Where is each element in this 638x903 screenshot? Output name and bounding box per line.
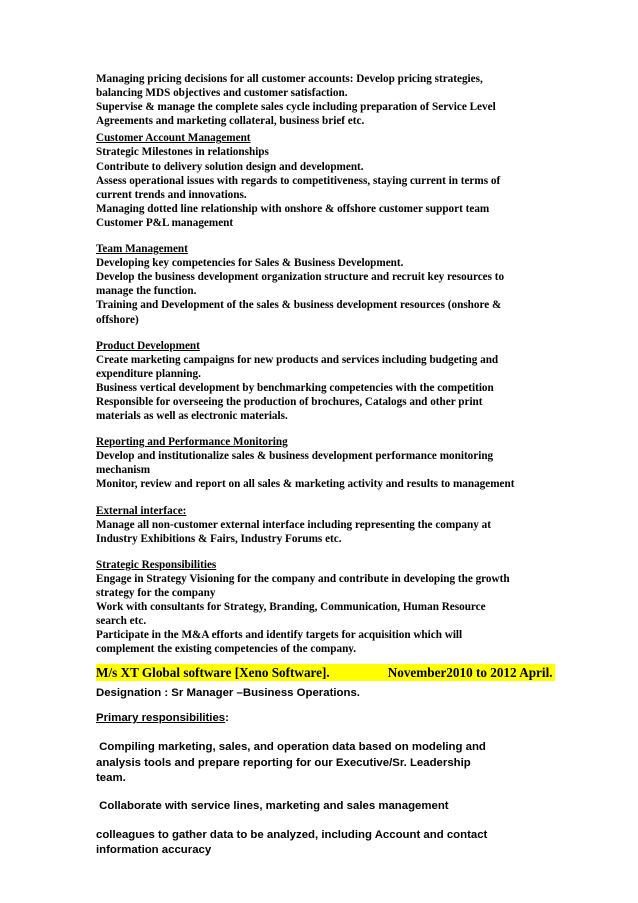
company-name: M/s XT Global software [Xeno Software]. [96, 665, 330, 681]
responsibility-paragraph-3 [96, 828, 556, 859]
paragraph-line: colleagues to gather data to be analyzed, including Account and contact [96, 828, 488, 841]
paragraph-line: Compiling marketing, sales, and operation data based on modeling and [96, 741, 486, 754]
section-line: Engage in Strategy Visioning for the company and contribute in developing the growth [96, 572, 510, 585]
section-heading: Reporting and Performance Monitoring [96, 436, 288, 449]
section-heading: Strategic Responsibilities [96, 558, 217, 571]
section-reporting-performance-monitoring [96, 435, 556, 491]
designation: Designation : Sr Manager –Business Operations. [96, 687, 360, 700]
section-line: Work with consultants for Strategy, Branding, Communication, Human Resource [96, 601, 486, 614]
section-line: Customer P&L management [96, 216, 234, 229]
company-heading [96, 664, 555, 681]
section-line: Industry Exhibitions & Fairs, Industry Forums etc. [96, 532, 342, 545]
intro-block [96, 72, 556, 128]
section-external-interface [96, 504, 556, 546]
section-line: strategy for the company [96, 587, 216, 599]
section-heading: Product Development [96, 339, 200, 352]
section-product-development [96, 339, 556, 424]
section-line: Develop and institutionalize sales & business development performance monitoring [96, 450, 494, 463]
section-line: manage the function. [96, 285, 197, 298]
section-line: Participate in the M&A efforts and identify targets for acquisition which will [96, 629, 463, 642]
section-strategic-responsibilities [96, 558, 556, 657]
paragraph-line: analysis tools and prepare reporting for our Executive/Sr. Leadership [96, 756, 471, 769]
section-heading: Customer Account Management [96, 132, 251, 145]
section-line: Create marketing campaigns for new products and services including budgeting and [96, 353, 499, 366]
section-line: Responsible for overseeing the production of brochures, Catalogs and other print [96, 395, 483, 408]
section-heading: External interface: [96, 504, 187, 517]
intro-line: Supervise & manage the complete sales cycle including preparation of Service Level [96, 101, 496, 114]
section-line: mechanism [96, 464, 151, 477]
primary-responsibilities-label: Primary responsibilities [96, 711, 226, 724]
section-line: search etc. [96, 615, 147, 628]
section-line: current trends and innovations. [96, 188, 247, 201]
intro-line: Agreements and marketing collateral, business brief etc. [96, 115, 365, 128]
section-line: expenditure planning. [96, 367, 201, 380]
responsibility-paragraph-1 [96, 740, 556, 786]
resume-page [96, 72, 556, 859]
section-line: materials as well as electronic materials. [96, 410, 288, 423]
section-line: Developing key competencies for Sales & Business Development. [96, 257, 404, 270]
company-dates: November2010 to 2012 April. [387, 665, 553, 681]
section-customer-account-management [96, 131, 556, 230]
paragraph-line: information accuracy [96, 844, 212, 857]
responsibility-paragraph-2 [96, 799, 556, 814]
section-line: Manage all non-customer external interface including representing the company at [96, 518, 491, 531]
section-line: offshore) [96, 313, 139, 326]
section-line: Managing dotted line relationship with onshore & offshore customer support team [96, 202, 490, 215]
intro-line: Managing pricing decisions for all customer accounts: Develop pricing strategies, [96, 73, 483, 85]
section-line: Monitor, review and report on all sales & marketing activity and results to management [96, 478, 515, 491]
section-line: Strategic Milestones in relationships [96, 146, 269, 159]
intro-line: balancing MDS objectives and customer satisfaction. [96, 87, 348, 100]
paragraph-line: Collaborate with service lines, marketing and sales management [96, 799, 449, 812]
section-line: complement the existing competencies of the company. [96, 643, 357, 656]
section-line: Business vertical development by benchmarking competencies with the competition [96, 381, 494, 394]
primary-responsibilities-colon: : [225, 711, 229, 724]
section-line: Contribute to delivery solution design and development. [96, 160, 364, 173]
section-line: Assess operational issues with regards to competitiveness, staying current in terms of [96, 174, 501, 187]
section-team-management [96, 242, 556, 327]
section-line: Training and Development of the sales & business development resources (onshore & [96, 299, 502, 312]
section-line: Develop the business development organization structure and recruit key resources to [96, 271, 505, 284]
paragraph-line: team. [96, 772, 126, 785]
section-heading: Team Management [96, 243, 188, 256]
primary-responsibilities-heading [96, 711, 556, 726]
